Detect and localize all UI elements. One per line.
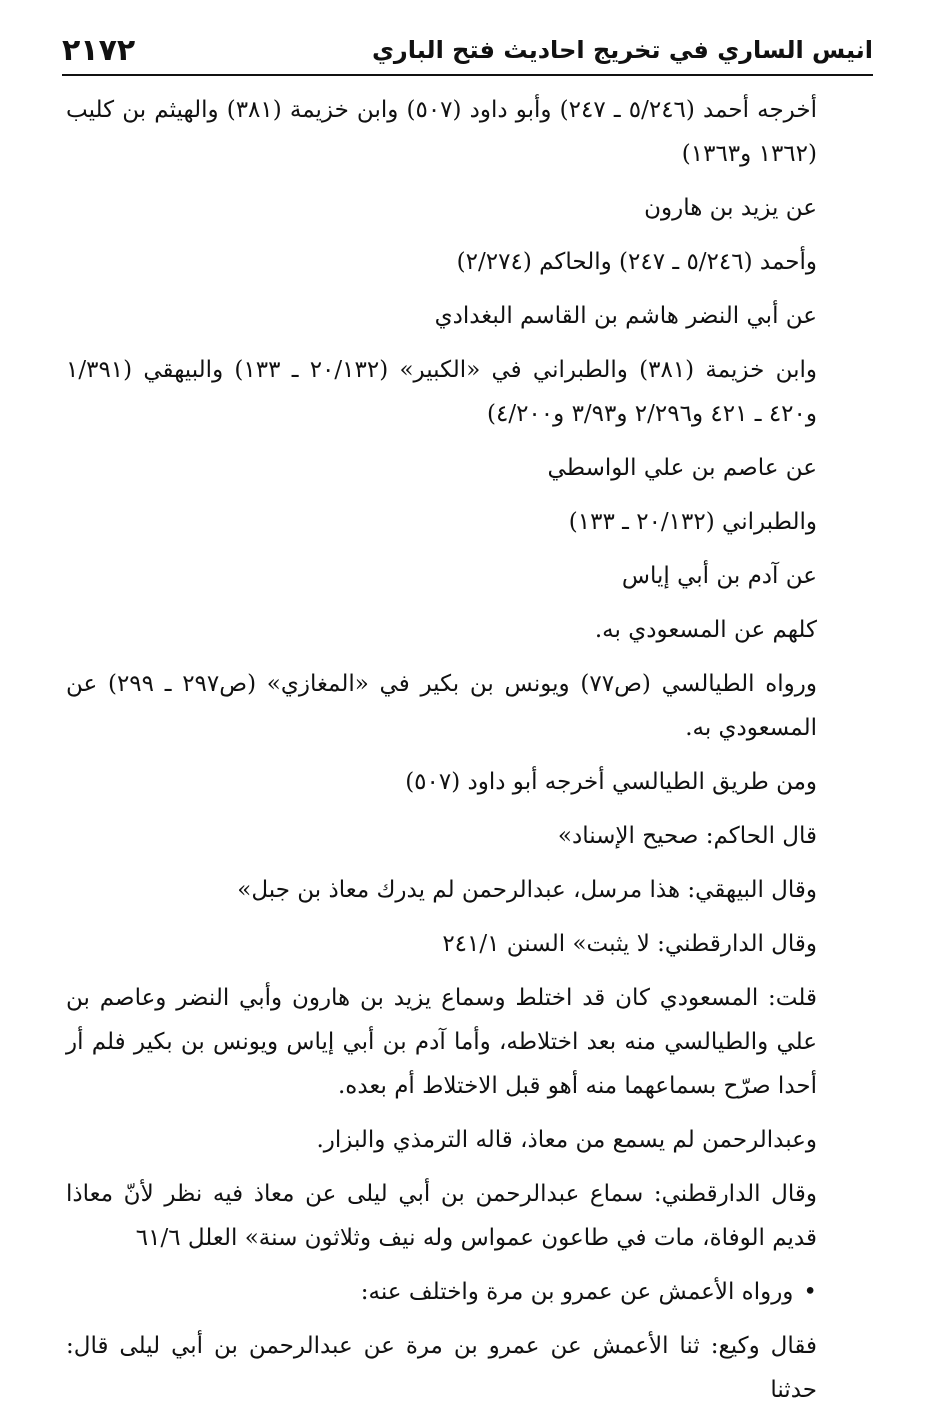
- paragraph: قال الحاكم: صحيح الإسناد»: [557, 823, 817, 849]
- paragraph: وابن خزيمة (٣٨١) والطبراني في «الكبير» (٢٠/١٣٢ ـ ١٣٣) والبيهقي (١/٣٩١ و٤٢٠ ـ ٤٢١ و٢/٢٩٦ و٣/٩٣ و٤/٢٠٠): [66, 357, 817, 427]
- paragraph: عن يزيد بن هارون: [644, 195, 817, 221]
- paragraph: قلت: المسعودي كان قد اختلط وسماع يزيد بن هارون وأبي النضر وعاصم بن علي والطيالسي منه بعد اختلاطه، وأما آدم بن أبي إياس ويونس بن بكير فلم أر أحدا صرّح بسماعهما منه أهو قبل الاختلاط أم بعده.: [66, 985, 817, 1099]
- paragraph: فقال وكيع: ثنا الأعمش عن عمرو بن مرة عن عبدالرحمن بن أبي ليلى قال: حدثنا: [66, 1333, 817, 1403]
- paragraph: والطبراني (٢٠/١٣٢ ـ ١٣٣): [568, 509, 817, 535]
- paragraph: وأحمد (٥/٢٤٦ ـ ٢٤٧) والحاكم (٢/٢٧٤): [456, 249, 817, 275]
- paragraph: ومن طريق الطيالسي أخرجه أبو داود (٥٠٧): [405, 769, 817, 795]
- running-title: انيس الساري في تخريج احاديث فتح الباري: [371, 36, 873, 64]
- paragraph: وقال البيهقي: هذا مرسل، عبدالرحمن لم يدرك معاذ بن جبل»: [237, 877, 817, 903]
- paragraph: ورواه الطيالسي (ص٧٧) ويونس بن بكير في «المغازي» (ص٢٩٧ ـ ٢٩٩) عن المسعودي به.: [66, 671, 817, 741]
- page-body: [66, 88, 869, 1422]
- page-header: [62, 26, 873, 76]
- bullet-paragraph-text: ورواه الأعمش عن عمرو بن مرة واختلف عنه:: [360, 1279, 794, 1305]
- paragraph: عن عاصم بن علي الواسطي: [547, 455, 817, 481]
- paragraph: أخرجه أحمد (٥/٢٤٦ ـ ٢٤٧) وأبو داود (٥٠٧) وابن خزيمة (٣٨١) والهيثم بن كليب (١٣٦٢ و١٣٦٣): [66, 97, 817, 167]
- bullet-icon: •: [803, 1279, 817, 1305]
- paragraph: وعبدالرحمن لم يسمع من معاذ، قاله الترمذي والبزار.: [316, 1127, 817, 1153]
- paragraph: وقال الدارقطني: لا يثبت» السنن ٢٤١/١: [442, 931, 817, 957]
- bullet-paragraph: [66, 1270, 869, 1314]
- paragraph: وقال الدارقطني: سماع عبدالرحمن بن أبي ليلى عن معاذ فيه نظر لأنّ معاذا قديم الوفاة، مات في طاعون عمواس وله نيف وثلاثون سنة» العلل ٦١/٦: [66, 1181, 817, 1251]
- paragraph: عن آدم بن أبي إياس: [621, 563, 817, 589]
- paragraph: كلهم عن المسعودي به.: [594, 617, 817, 643]
- page-number: ٢١٧٢: [62, 32, 136, 68]
- paragraph: عن أبي النضر هاشم بن القاسم البغدادي: [434, 303, 817, 329]
